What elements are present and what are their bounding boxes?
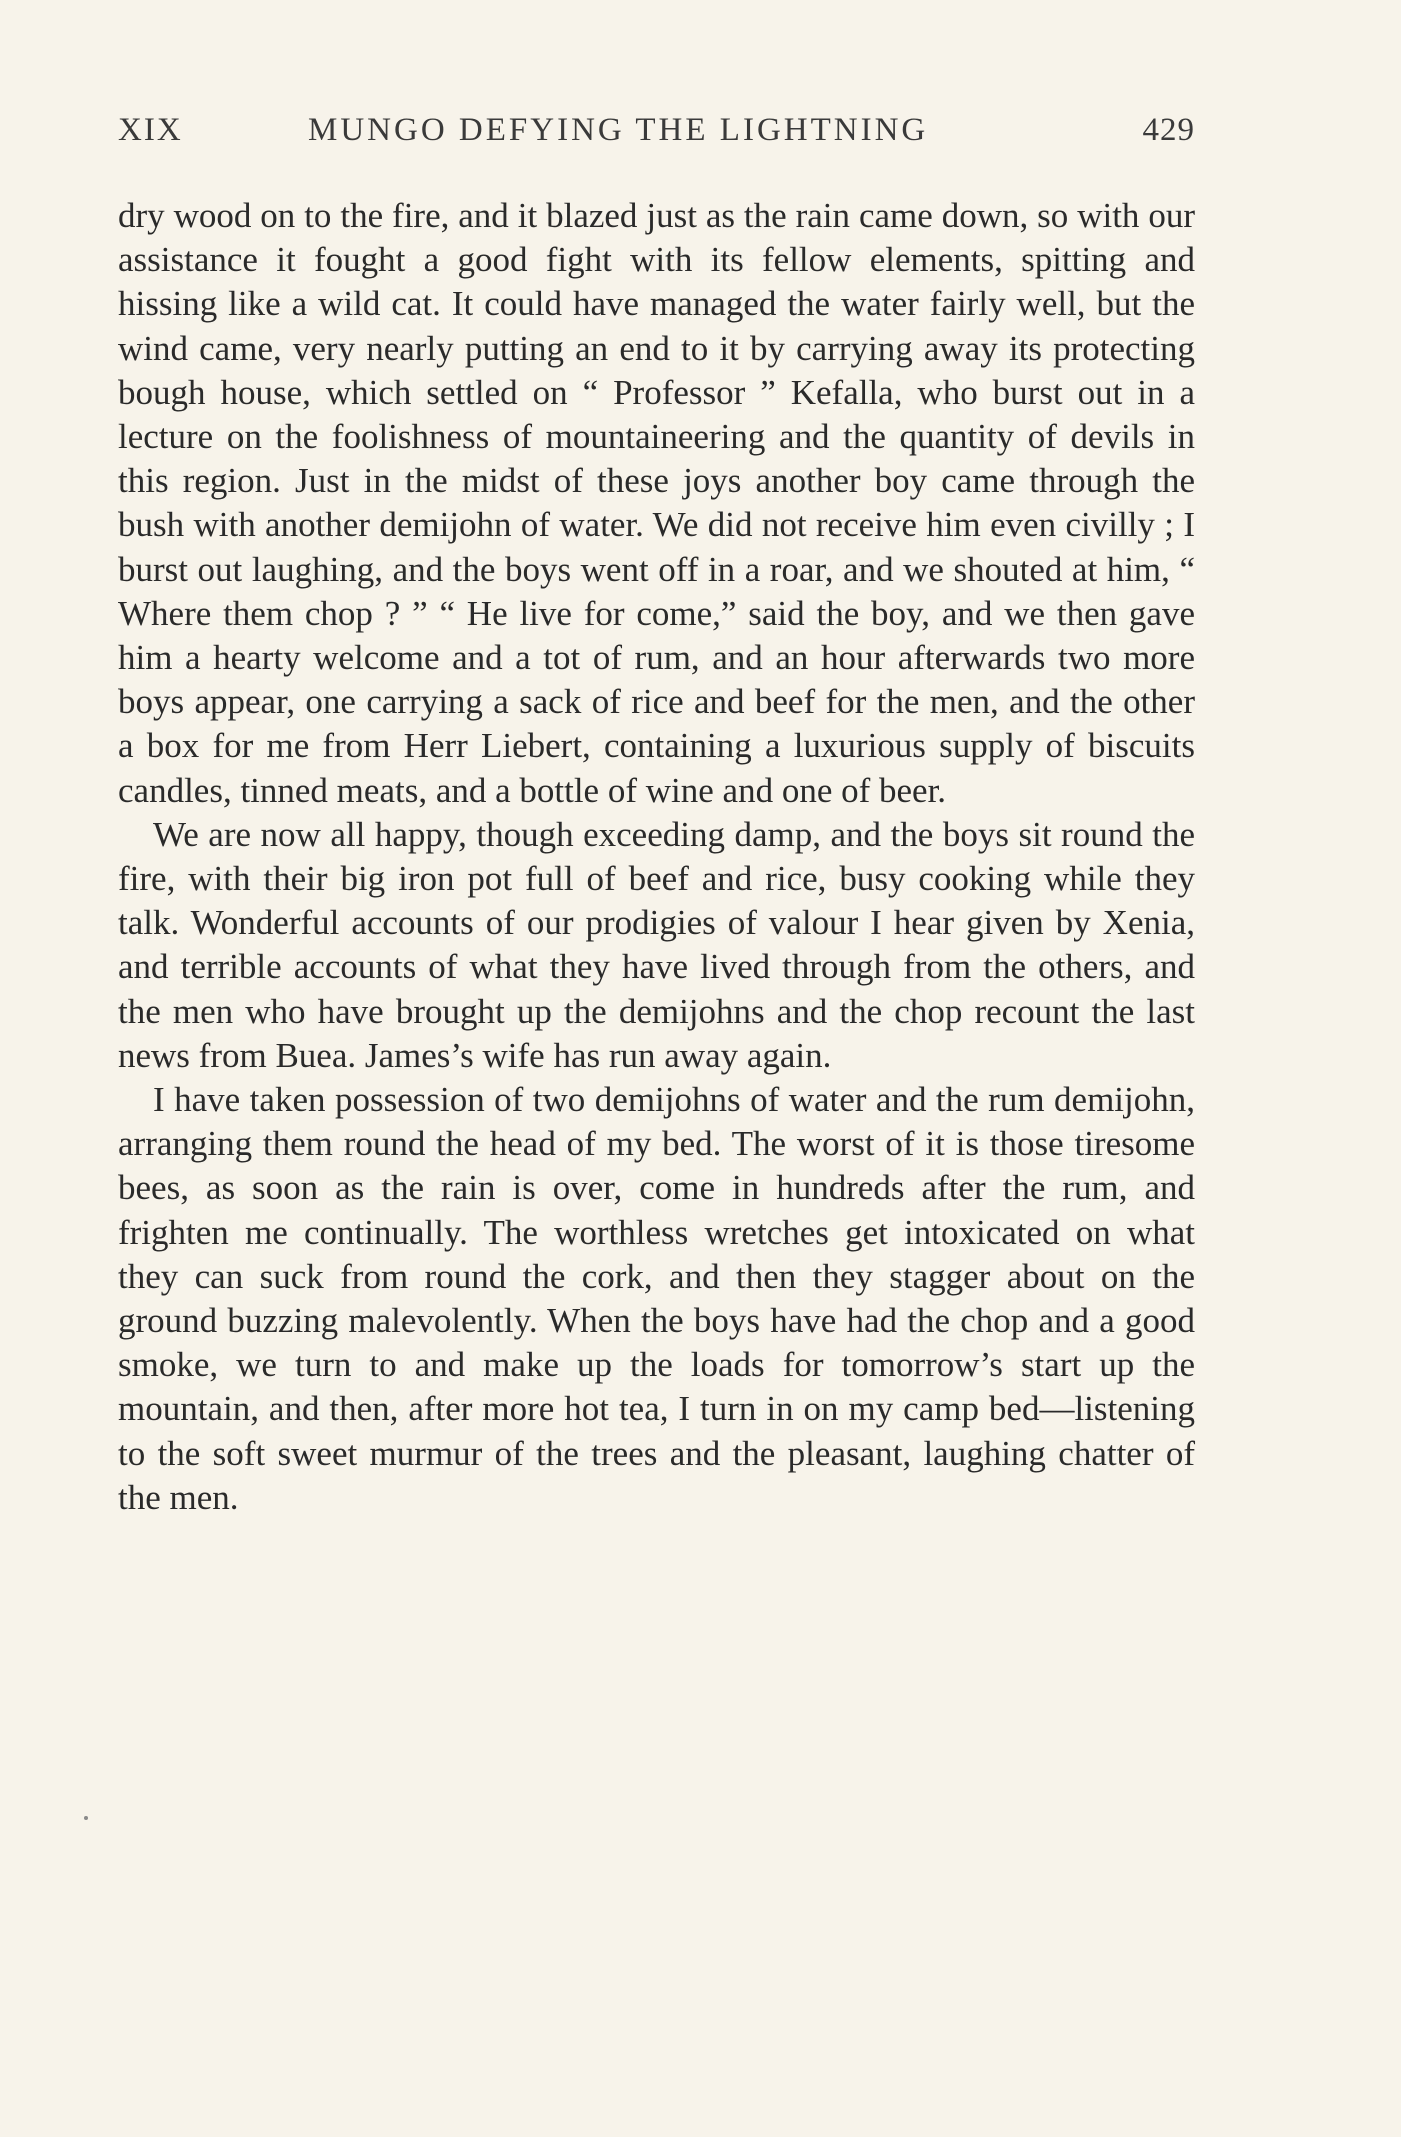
paragraph-1: dry wood on to the fire, and it blazed just as the rain came down, so with our assistance it fought a good fight with its fellow elements, spitting and hissing like a wild cat. It could have managed the water fairly well, but the wind came, very nearly putting an end to it by carrying away its protecting bough house, which settled on “ Professor ” Kefalla, who burst out in a lecture on the foolishness of mountaineering and the quantity of devils in this region. Just in the midst of these joys another boy came through the bush with another demijohn of water. We did not receive him even civilly ; I burst out laughing, and the boys went off in a roar, and we shouted at him, “ Where them chop ? ” “ He live for come,” said the boy, and we then gave him a hearty welcome and a tot of rum, and an hour afterwards two more boys appear, one carrying a sack of rice and beef for the men, and the other a box for me from Herr Liebert, containing a luxurious supply of biscuits candles, tinned meats, and a bottle of wine and one of beer. [118, 196, 1195, 810]
paragraph-2: We are now all happy, though exceeding damp, and the boys sit round the fire, with their big iron pot full of beef and rice, busy cooking while they talk. Wonderful accounts of our prodigies of valour I hear given by Xenia, and terrible accounts of what they have lived through from the others, and the men who have brought up the demijohns and the chop recount the last news from Buea. James’s wife has run away again. [118, 814, 1195, 1075]
running-title: MUNGO DEFYING THE LIGHTNING [308, 112, 929, 148]
body-text [118, 194, 1195, 1520]
margin-speck [84, 1816, 88, 1820]
paragraph-3: I have taken possession of two demijohns of water and the rum demijohn, arranging them round the head of my bed. The worst of it is those tiresome bees, as soon as the rain is over, come in hundreds after the rum, and frighten me continually. The worthless wretches get intoxicated on what they can suck from round the cork, and then they stagger about on the ground buzzing malevolently. When the boys have had the chop and a good smoke, we turn to and make up the loads for tomorrow’s start up the mountain, and then, after more hot tea, I turn in on my camp bed—listening to the soft sweet murmur of the trees and the pleasant, laughing chatter of the men. [118, 1080, 1195, 1517]
running-head [118, 112, 1195, 162]
page-number: 429 [1142, 112, 1195, 148]
chapter-number: XIX [118, 112, 183, 148]
